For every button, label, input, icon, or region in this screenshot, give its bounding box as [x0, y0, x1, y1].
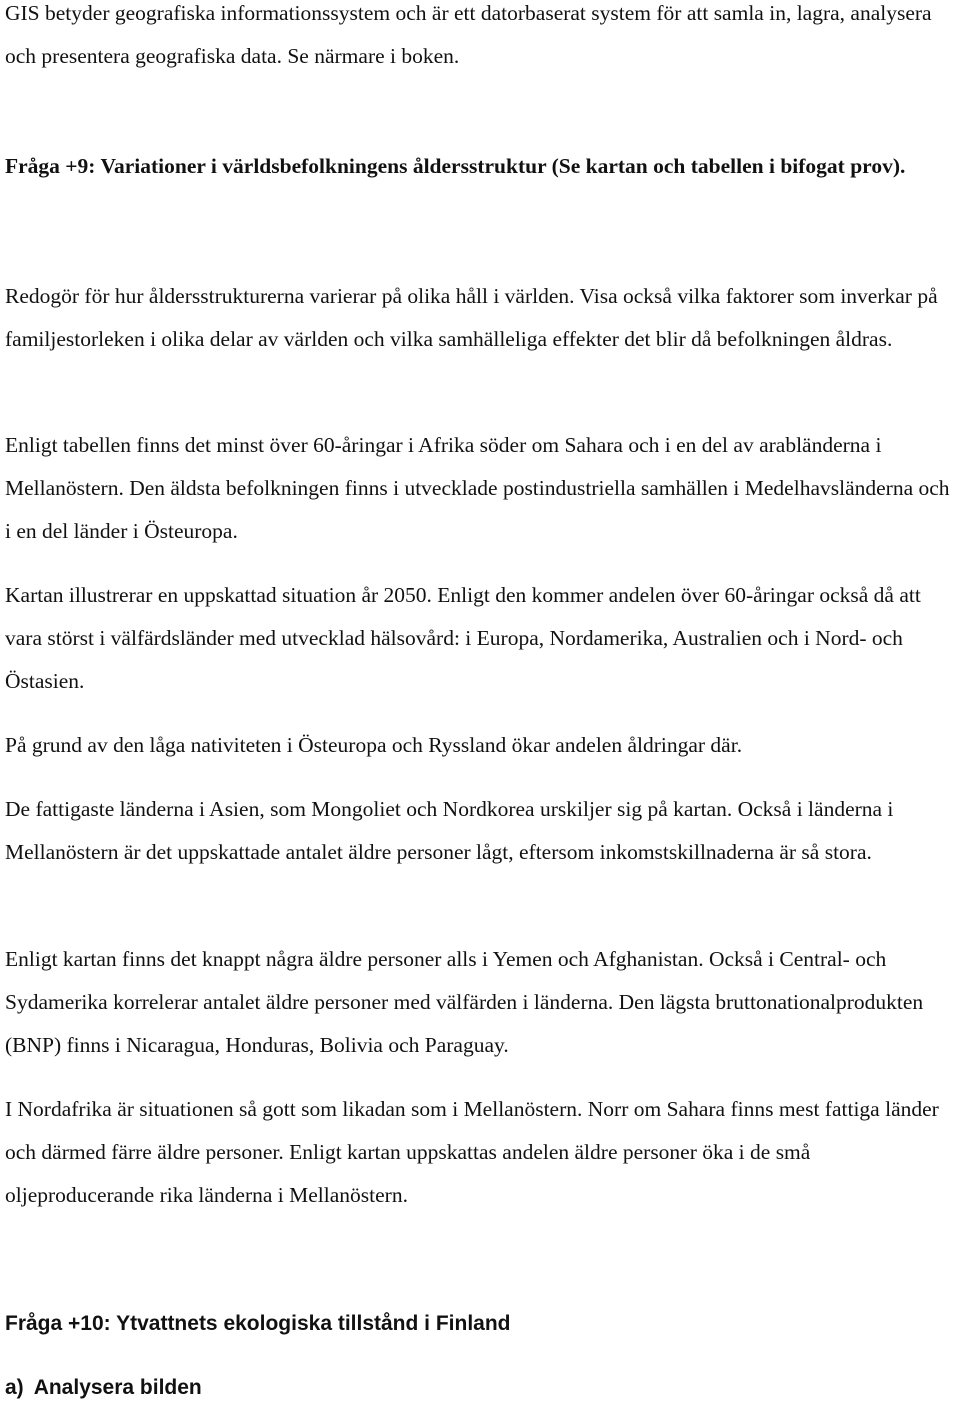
intro-paragraph: GIS betyder geografiska informationssystem och är ett datorbaserat system för att samla in, lagra, analysera och presentera geografiska data. Se närmare i boken. — [5, 1, 932, 68]
question-9-instructions: Redogör för hur åldersstrukturerna varierar på olika håll i världen. Visa också vilka faktorer som inverkar på familjestorleken i olika delar av världen och vilka samhälleliga effekter det blir då befolkningen åldras. — [5, 284, 938, 351]
subtask-text: Analysera bilden — [33, 1376, 202, 1399]
answer-paragraph-4: De fattigaste länderna i Asien, som Mongoliet och Nordkorea urskiljer sig på kartan. Också i länderna i Mellanöstern är det uppskattade antalet äldre personer lågt, eftersom inkomstskillnaderna är så stora. — [5, 797, 894, 864]
answer-paragraph-6: I Nordafrika är situationen så gott som likadan som i Mellanöstern. Norr om Sahara finns mest fattiga länder och därmed färre äldre personer. Enligt kartan uppskattas andelen äldre personer öka i de små oljeproducerande rika länderna i Mellanöstern. — [5, 1097, 939, 1207]
answer-paragraph-1: Enligt tabellen finns det minst över 60-åringar i Afrika söder om Sahara och i en del av arabländerna i Mellanöstern. Den äldsta befolkningen finns i utvecklade postindustriella samhällen i Medelhavsländerna och i en del länder i Östeuropa. — [5, 433, 950, 543]
answer-paragraph-5: Enligt kartan finns det knappt några äldre personer alls i Yemen och Afghanistan. Också i Central- och Sydamerika korrelerar antalet äldre personer med välfärden i länderna. Den lägsta bruttonationalprodukten (BNP) finns i Nicaragua, Honduras, Bolivia och Paraguay. — [5, 947, 924, 1057]
answer-paragraph-3: På grund av den låga nativiteten i Östeuropa och Ryssland ökar andelen åldringar där. — [5, 733, 743, 757]
question-10-heading: Fråga +10: Ytvattnets ekologiska tillstånd i Finland — [5, 1312, 511, 1335]
question-9-heading: Fråga +9: Variationer i världsbefolkningens åldersstruktur (Se kartan och tabellen i bifogat prov). — [5, 154, 906, 178]
subtask-label: a) — [5, 1376, 24, 1399]
answer-paragraph-2: Kartan illustrerar en uppskattad situation år 2050. Enligt den kommer andelen över 60-åringar också då att vara störst i välfärdsländer med utvecklad hälsovård: i Europa, Nordamerika, Australien och i Nord- och Östasien. — [5, 583, 921, 693]
